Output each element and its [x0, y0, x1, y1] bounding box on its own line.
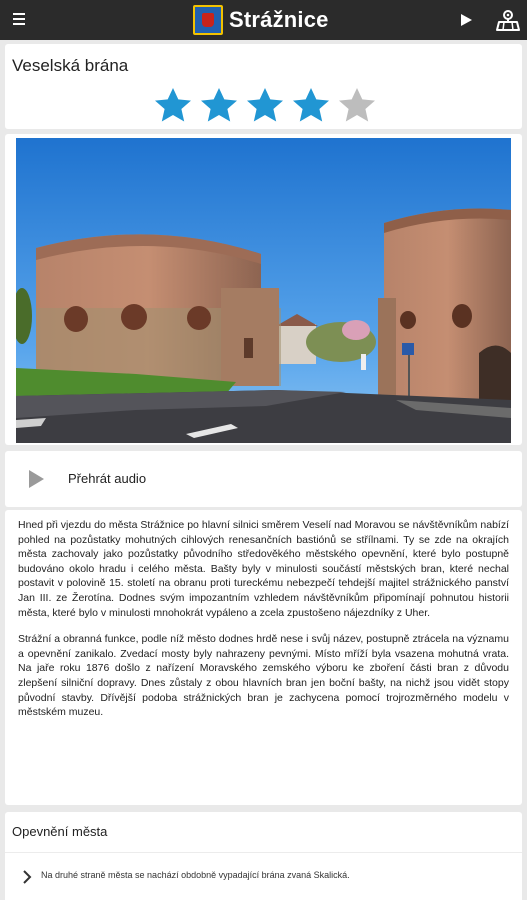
star-filled-icon[interactable]	[153, 87, 193, 123]
star-filled-icon[interactable]	[245, 87, 285, 123]
town-crest-logo	[193, 5, 223, 35]
app-title: Strážnice	[229, 7, 329, 32]
play-icon[interactable]	[458, 12, 474, 28]
description-paragraph: Strážní a obranná funkce, podle níž město dodnes hrdě nese i svůj název, postupně ztrácela na významu a opevnění zanikalo. Zvedací mosty byly nahrazeny pevnými. Místo mříží byla vsazena mohutná vrata. Na jaře roku 1876 došlo z nařízení Moravského zemského výboru ke zboření části bran z důvodu zlepšení silniční dopravy. Dnes zůstaly z obou hlavních bran jen boční bašty, na nichž jsou vidět stopy původní stavby. Dřívější podoba strážnických bran je zachycena pomocí trojrozměrného modelu v městském muzeu.	[18, 633, 509, 719]
description-paragraph: Hned při vjezdu do města Strážnice po hlavní silnici směrem Veselí nad Moravou se návštěvníkům nabízí pohled na pozůstatky mohutných cihlových renesančních bastiónů se střílnami. Ty se zde na okrajích města zachovaly jako pozůstatky původního středověkého městského opevnění, které bylo postupně budováno okolo hradu i celého města. Bašty byly v minulosti součástí městských bran, které nechal postavit v polovině 15. století na obranu proti tureckému nebezpečí tehdejší majitel strážnického panství Jan III. ze Žerotína. Dodnes svým impozantním vzhledem návštěvníkům připomínají pohnutou historii města, které bylo v minulosti mnohokrát vypáleno a zcela zpustošeno nájezdníky z Uher.	[18, 519, 509, 619]
star-filled-icon[interactable]	[291, 87, 331, 123]
menu-icon[interactable]	[8, 8, 30, 30]
related-section-card	[5, 812, 522, 900]
play-audio-label[interactable]: Přehrát audio	[68, 471, 147, 486]
photo-card	[5, 134, 522, 445]
audio-card[interactable]	[5, 451, 522, 507]
related-item-text[interactable]: Na druhé straně města se nachází obdobně vypadající brána zvaná Skalická.	[41, 870, 350, 880]
app-bar	[0, 0, 527, 40]
audio-play-icon[interactable]	[26, 469, 46, 489]
place-title: Veselská brána	[12, 56, 129, 75]
section-title: Opevnění města	[12, 824, 108, 839]
description-card	[5, 510, 522, 805]
star-empty-icon[interactable]	[337, 87, 377, 123]
chevron-right-icon[interactable]	[20, 868, 34, 886]
place-photo	[16, 138, 511, 443]
rating-stars[interactable]	[153, 87, 377, 123]
star-filled-icon[interactable]	[199, 87, 239, 123]
place-header-card	[5, 44, 522, 129]
app-brand	[193, 4, 329, 36]
map-icon[interactable]	[496, 8, 520, 32]
divider	[5, 852, 522, 853]
